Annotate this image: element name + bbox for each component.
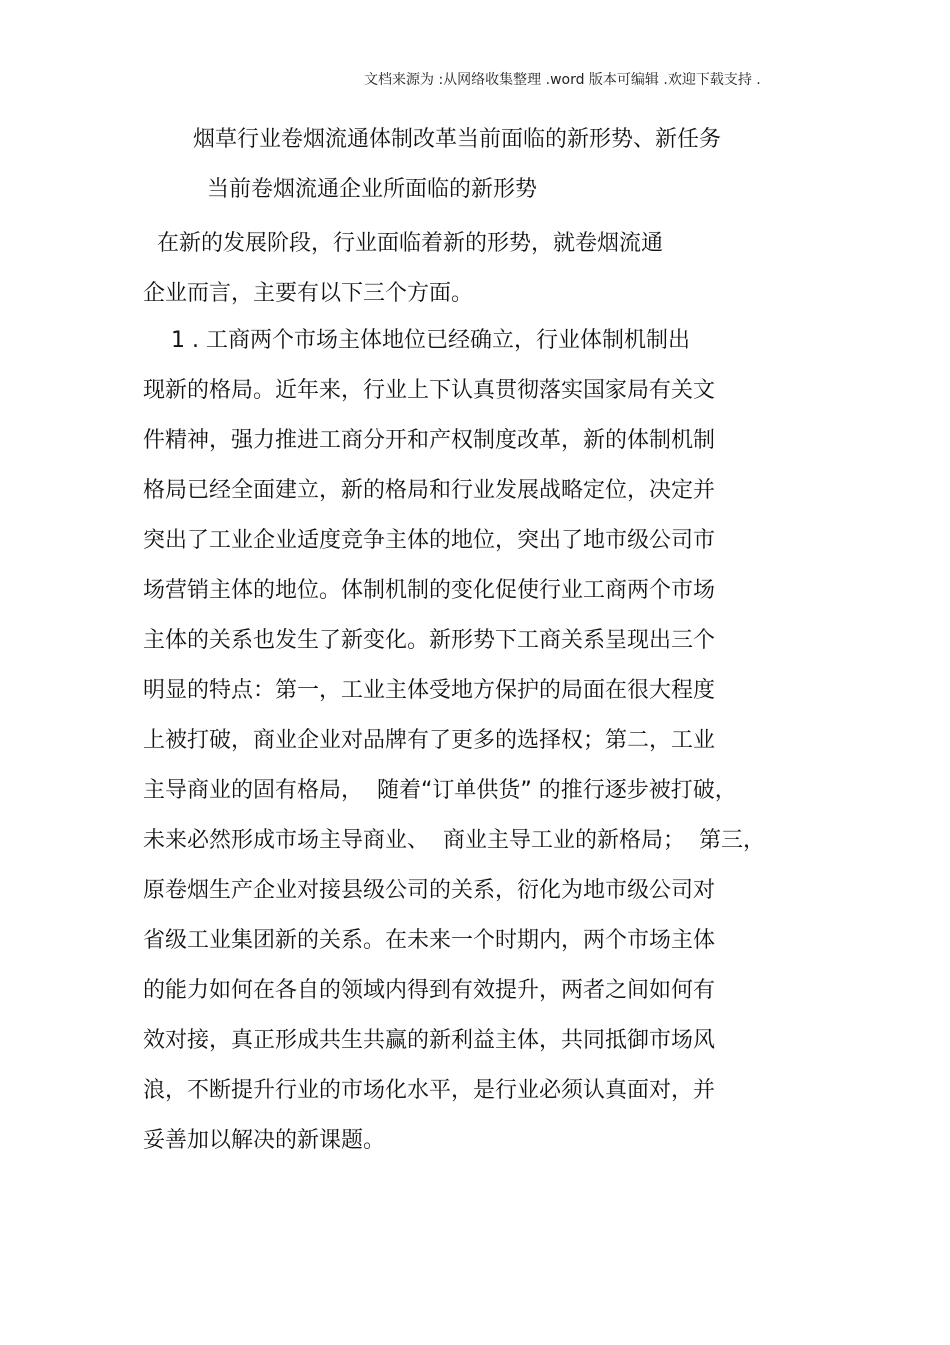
body-line: 未来必然形成市场主导商业、 商业主导工业的新格局； 第三， (143, 828, 765, 853)
body-line: 1 . 工商两个市场主体地位已经确立，行业体制机制出 (143, 328, 690, 353)
body-line: 现新的格局。近年来，行业上下认真贯彻落实国家局有关文 (143, 378, 716, 403)
body-line: 明显的特点：第一，工业主体受地方保护的局面在很大程度 (143, 678, 716, 703)
body-line: 在新的发展阶段，行业面临着新的形势，就卷烟流通 (143, 231, 663, 256)
body-line: 突出了工业企业适度竞争主体的地位，突出了地市级公司市 (143, 528, 716, 553)
body-line: 省级工业集团新的关系。在未来一个时期内，两个市场主体 (143, 928, 716, 953)
body-line: 妥善加以解决的新课题。 (143, 1128, 386, 1153)
body-line: 企业而言，主要有以下三个方面。 (143, 281, 474, 306)
body-line: 格局已经全面建立，新的格局和行业发展战略定位，决定并 (143, 478, 716, 503)
body-line: 上被打破，商业企业对品牌有了更多的选择权；第二，工业 (143, 728, 716, 753)
body-line: 主体的关系也发生了新变化。新形势下工商关系呈现出三个 (143, 628, 716, 653)
body-line: 的能力如何在各自的领域内得到有效提升，两者之间如何有 (143, 978, 716, 1003)
document-title: 烟草行业卷烟流通体制改革当前面临的新形势、新任务 (193, 127, 722, 152)
body-line: 主导商业的固有格局， 随着“订单供货” 的推行逐步被打破， (143, 778, 737, 803)
header-note: 文档来源为 :从网络收集整理 .word 版本可编辑 .欢迎下载支持 . (364, 72, 761, 88)
body-line: 效对接，真正形成共生共赢的新利益主体，共同抵御市场风 (143, 1028, 716, 1053)
body-line: 场营销主体的地位。体制机制的变化促使行业工商两个市场 (143, 578, 716, 603)
body-line: 件精神，强力推进工商分开和产权制度改革，新的体制机制 (143, 428, 716, 453)
body-line: 浪，不断提升行业的市场化水平，是行业必须认真面对，并 (143, 1078, 716, 1103)
section-heading: 当前卷烟流通企业所面临的新形势 (207, 177, 538, 202)
body-line: 原卷烟生产企业对接县级公司的关系，衍化为地市级公司对 (143, 878, 716, 903)
